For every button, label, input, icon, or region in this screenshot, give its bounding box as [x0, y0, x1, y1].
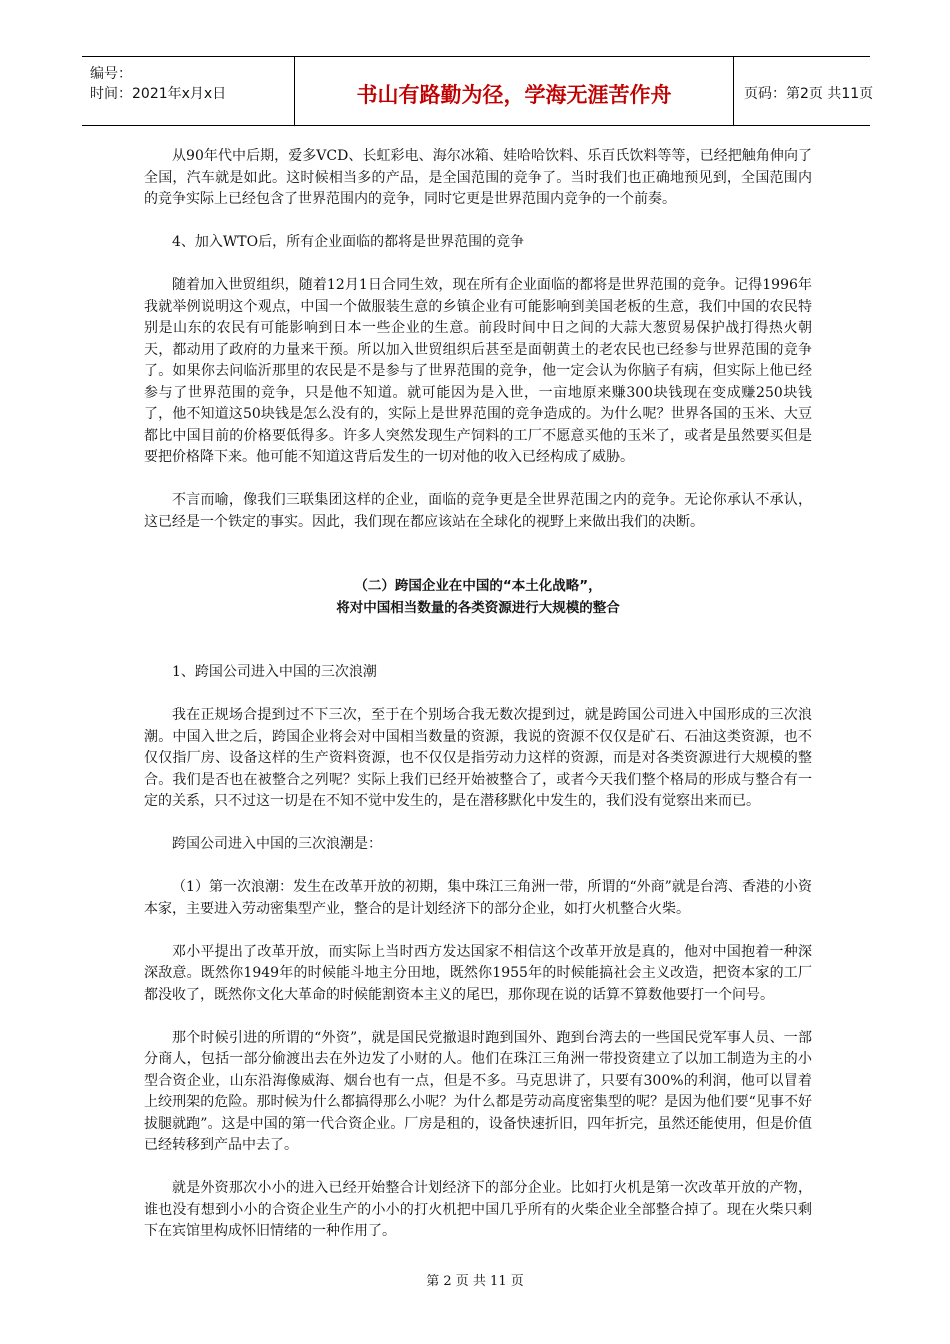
paragraph-4: 我在正规场合提到过不下三次，至于在个别场合我无数次提到过，就是跨国公司进入中国形成的三次浪潮。中国入世之后，跨国企业将会对中国相当数量的资源，我说的资源不仅仅是矿石、石油这类资源，也不仅仅指厂房、设备这样的生产资料资源，也不仅仅是指劳动力这样的资源，而是对各类资源进行大规模的整合。我们是否也在被整合之列呢？实际上我们已经开始被整合了，或者今天我们整个格局的形成与整合有一定的关系，只不过这一切是在不知不觉中发生的，是在潜移默化中发生的，我们没有觉察出来而已。 — [144, 707, 812, 809]
header-right-cell — [734, 57, 874, 125]
document-body — [144, 146, 812, 1243]
paragraph-8: 那个时候引进的所谓的“外资”，就是国民党撤退时跑到国外、跑到台湾去的一些国民党军事人员、一部分商人，包括一部分偷渡出去在外边发了小财的人。他们在珠江三角洲一带投资建立了以加工制造为主的小型合资企业，山东沿海像威海、烟台也有一点，但是不多。马克思讲了，只要有300%的利润，他可以冒着上绞刑架的危险。那时候为什么都搞得那么小呢？为什么都是劳动高度密集型的呢？是因为他们要“见事不好拔腿就跑”。这是中国的第一代合资企业。厂房是租的，设备快速折旧，四年折完，虽然还能使用，但是价值已经转移到产品中去了。 — [144, 1029, 812, 1153]
doc-code-label: 编号： — [90, 66, 132, 82]
section-heading-line-1: （二）跨国企业在中国的“本土化战略”， — [354, 578, 602, 594]
paragraph-1: 从90年代中后期，爱多VCD、长虹彩电、海尔冰箱、娃哈哈饮料、乐百氏饮料等等，已经把触角伸向了全国，汽车就是如此。这时候相当多的产品，是全国范围的竞争了。当时我们也正确地预见到，全国范围内的竞争实际上已经包含了世界范围内的竞争，同时它更是世界范围内竞争的一个前奏。 — [144, 148, 812, 207]
paragraph-2: 随着加入世贸组织，随着12月1日合同生效，现在所有企业面临的都将是世界范围的竞争。记得1996年我就举例说明这个观点，中国一个做服装生意的乡镇企业有可能影响到美国老板的生意，我们中国的农民特别是山东的农民有可能影响到日本一些企业的生意。前段时间中日之间的大蒜大葱贸易保护战打得热火朝天，都动用了政府的力量来干预。所以加入世贸组织后甚至是面朝黄土的老农民也已经参与世界范围的竞争了。如果你去问临沂那里的农民是不是参与了世界范围的竞争，他一定会认为你脑子有病，但实际上他已经参与了世界范围的竞争，只是他不知道。就可能因为是入世，一亩地原来赚300块钱现在变成赚250块钱了，他不知道这50块钱是怎么没有的，实际上是世界范围的竞争造成的。为什么呢？世界各国的玉米、大豆都比中国目前的价格要低得多。许多人突然发现生产饲料的工厂不愿意买他的玉米了，或者是虽然要买但是要把价格降下来。他可能不知道这背后发生的一切对他的收入已经构成了威胁。 — [144, 277, 812, 465]
header-page-info: 页码：第2页 共11页 — [744, 86, 874, 102]
doc-date-label: 时间：2021年x月x日 — [90, 86, 227, 102]
paragraph-3: 不言而喻，像我们三联集团这样的企业，面临的竞争更是全世界范围之内的竞争。无论你承认不承认，这已经是一个铁定的事实。因此，我们现在都应该站在全球化的视野上来做出我们的决断。 — [144, 492, 812, 530]
page-header — [82, 56, 874, 126]
section-heading-line-2: 将对中国相当数量的各类资源进行大规模的整合 — [336, 599, 620, 616]
paragraph-7: 邓小平提出了改革开放，而实际上当时西方发达国家不相信这个改革开放是真的，他对中国抱着一种深深敌意。既然你1949年的时候能斗地主分田地，既然你1955年的时候能搞社会主义改造，把资本家的工厂都没收了，既然你文化大革命的时候能割资本主义的尾巴，那你现在说的话算不算数他要打一个问号。 — [144, 943, 812, 1003]
header-left-cell — [82, 57, 295, 125]
header-middle-cell — [295, 57, 734, 125]
paragraph-6: （1）第一次浪潮：发生在改革开放的初期，集中珠江三角洲一带，所谓的“外商”就是台湾、香港的小资本家，主要进入劳动密集型产业，整合的是计划经济下的部分企业，如打火机整合火柴。 — [144, 879, 812, 917]
header-motto: 书山有路勤为径，学海无涯苦作舟 — [356, 83, 672, 107]
subheading-1: 1、跨国公司进入中国的三次浪潮 — [172, 664, 377, 680]
page-footer: 第 2 页 共 11 页 — [426, 1274, 524, 1289]
paragraph-5: 跨国公司进入中国的三次浪潮是： — [172, 836, 382, 852]
subheading-4: 4、加入WTO后，所有企业面临的都将是世界范围的竞争 — [172, 234, 525, 250]
paragraph-9: 就是外资那次小小的进入已经开始整合计划经济下的部分企业。比如打火机是第一次改革开放的产物，谁也没有想到小小的合资企业生产的小小的打火机把中国几乎所有的火柴企业全部整合掉了。现在火柴只剩下在宾馆里构成怀旧情绪的一种作用了。 — [144, 1180, 812, 1239]
